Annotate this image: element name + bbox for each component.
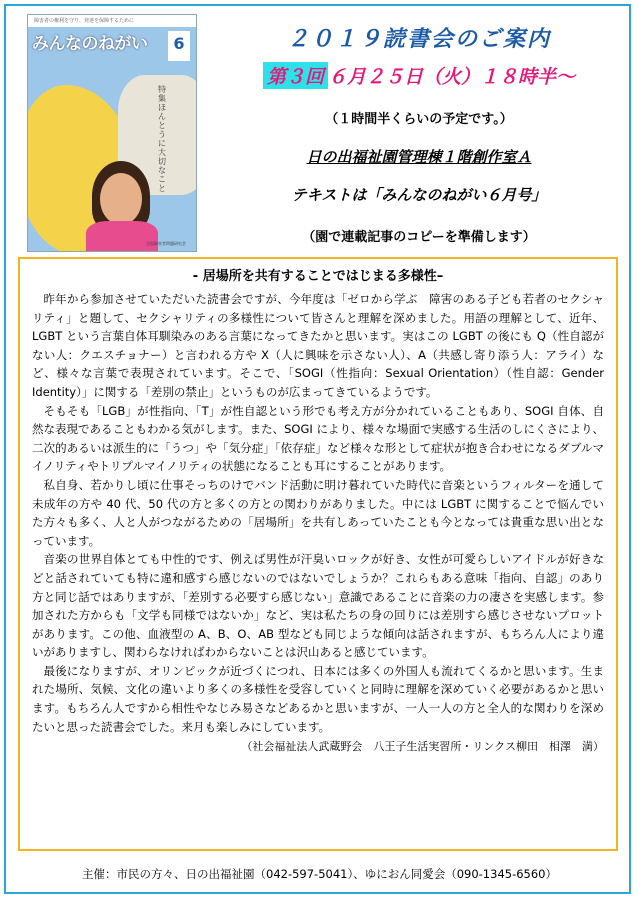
article-paragraph: 私自身、若かりし頃に仕事そっちのけでバンド活動に明け暮れていた時代に音楽というフィルターを通して未成年の方や 40 代、50 代の方と多くの方との関わりがありました。中には LGBT に関することで悩んでいた方々も多く、人と人がつながるための「居場所」を共有しあっていたことも今となっては貴重な思い出となっています。 [32,477,604,548]
venue [214,146,624,167]
cover-publisher: 全国障害者問題研究会 [146,241,186,246]
magazine-title: みんなのねがい [32,34,148,54]
article-title: - 居場所を共有することではじまる多様性– [192,269,444,284]
author-signature: （社会福祉法人武蔵野会 八王子生活実習所・リンクス柳田 相澤 満） [241,740,604,754]
article-paragraph: そもそも「LGB」が性指向、「T」が性自認という形でも考え方が分かれていることもあり、SOGI 自体、自然な表現であることもわかる気がします。また、SOGI により、様々な場面で実感する生活のしにくさにより、二次的あるいは派生的に「うつ」や「気分症」「依存症」など様々な形として症状が抱き合わせになるダブルマイノリティやトリプルマイノリティの状態になることも耳にすることがあります。 [32,403,604,474]
cover-caption: 障害者の権利を守り、発達を保障するために [28,15,197,27]
magazine-cover-image [27,14,197,252]
date-line [214,62,624,89]
article-paragraph: 昨年から参加させていただいた読書会ですが、今年度は「ゼロから学ぶ 障害のある子ども若者のセクシャリティ」と題して、セクシャリティの多様性について皆さんと理解を深めました。用語の理解として、近年、LGBT という言葉自体耳馴染みのある言葉になってきたかと思います。実はこの LGBT の後にも Q（性自認がない人：クエスチョナー）と言われる方や X（人に興味を示さない人）、A（共感し寄り添う人：アライ）など、様々な言葉で表現されています。そこで、「SOGI（性指向：Sexual Orientation）（性自認：Gender Identity）」に関する「差別の禁止」というものが広まってきているようです。 [32,292,604,399]
page-title: ２０１９読書会のご案内 [286,27,551,52]
organizer-footer: 主催：市民の方々、日の出福祉園（042-597-5041）、ゆにおん同愛会（090-1345-6560） [82,867,557,881]
cover-girl-body [86,221,158,252]
article-body [32,290,604,736]
article-box [18,257,618,851]
cover-girl-face [100,173,142,225]
textbook-line: テキストは「みんなのねがい６月号」 [291,186,547,204]
venue-text: 日の出福祉園管理棟１階創作室Ａ [306,148,532,166]
issue-number: 6 [168,31,190,61]
cover-vertical-text: 特集 ほんとうに大切なこと [158,85,166,193]
article-paragraph: 音楽の世界自体とても中性的です、例えば男性が汗臭いロックが好き、女性が可愛らしいアイドルが好きなどと話されていても特に違和感すら感じないのではないでしょうか？これらもある意味「指向、自認」のあり方と同じ話ではありますが、「差別する必要すら感じない」意識であることに音楽の力の凄さを実感します。参加された方からも「文学も同様ではないか」など、実は私たちの身の回りには差別すら感じさせないプロットがあります。この他、血液型の A、B、O、AB 型なども同じような傾向は話されますが、もちろん人により違いがありますし、関わらなければわからないことは沢山あると感じています。 [32,552,604,660]
session-badge: 第３回 [263,62,328,89]
article-paragraph: 最後になりますが、オリンピックが近づくにつれ、日本には多くの外国人も流れてくるかと思います。生まれた場所、気候、文化の違いより多くの多様性を受容していくと同時に理解を深めていく必要があるかと思います。もちろん人ですから相性やなじみ易さなどあるかと思いますが、一人一人の方と全人的な関わりを深めたいと思った読書会でした。来月も楽しみにしています。 [32,663,604,734]
copy-note: （園で連載記事のコピーを準備します） [302,230,536,245]
date-time: ６月２５日（火）１８時半～ [328,66,576,88]
duration-note: （１時間半くらいの予定です。） [325,112,513,127]
